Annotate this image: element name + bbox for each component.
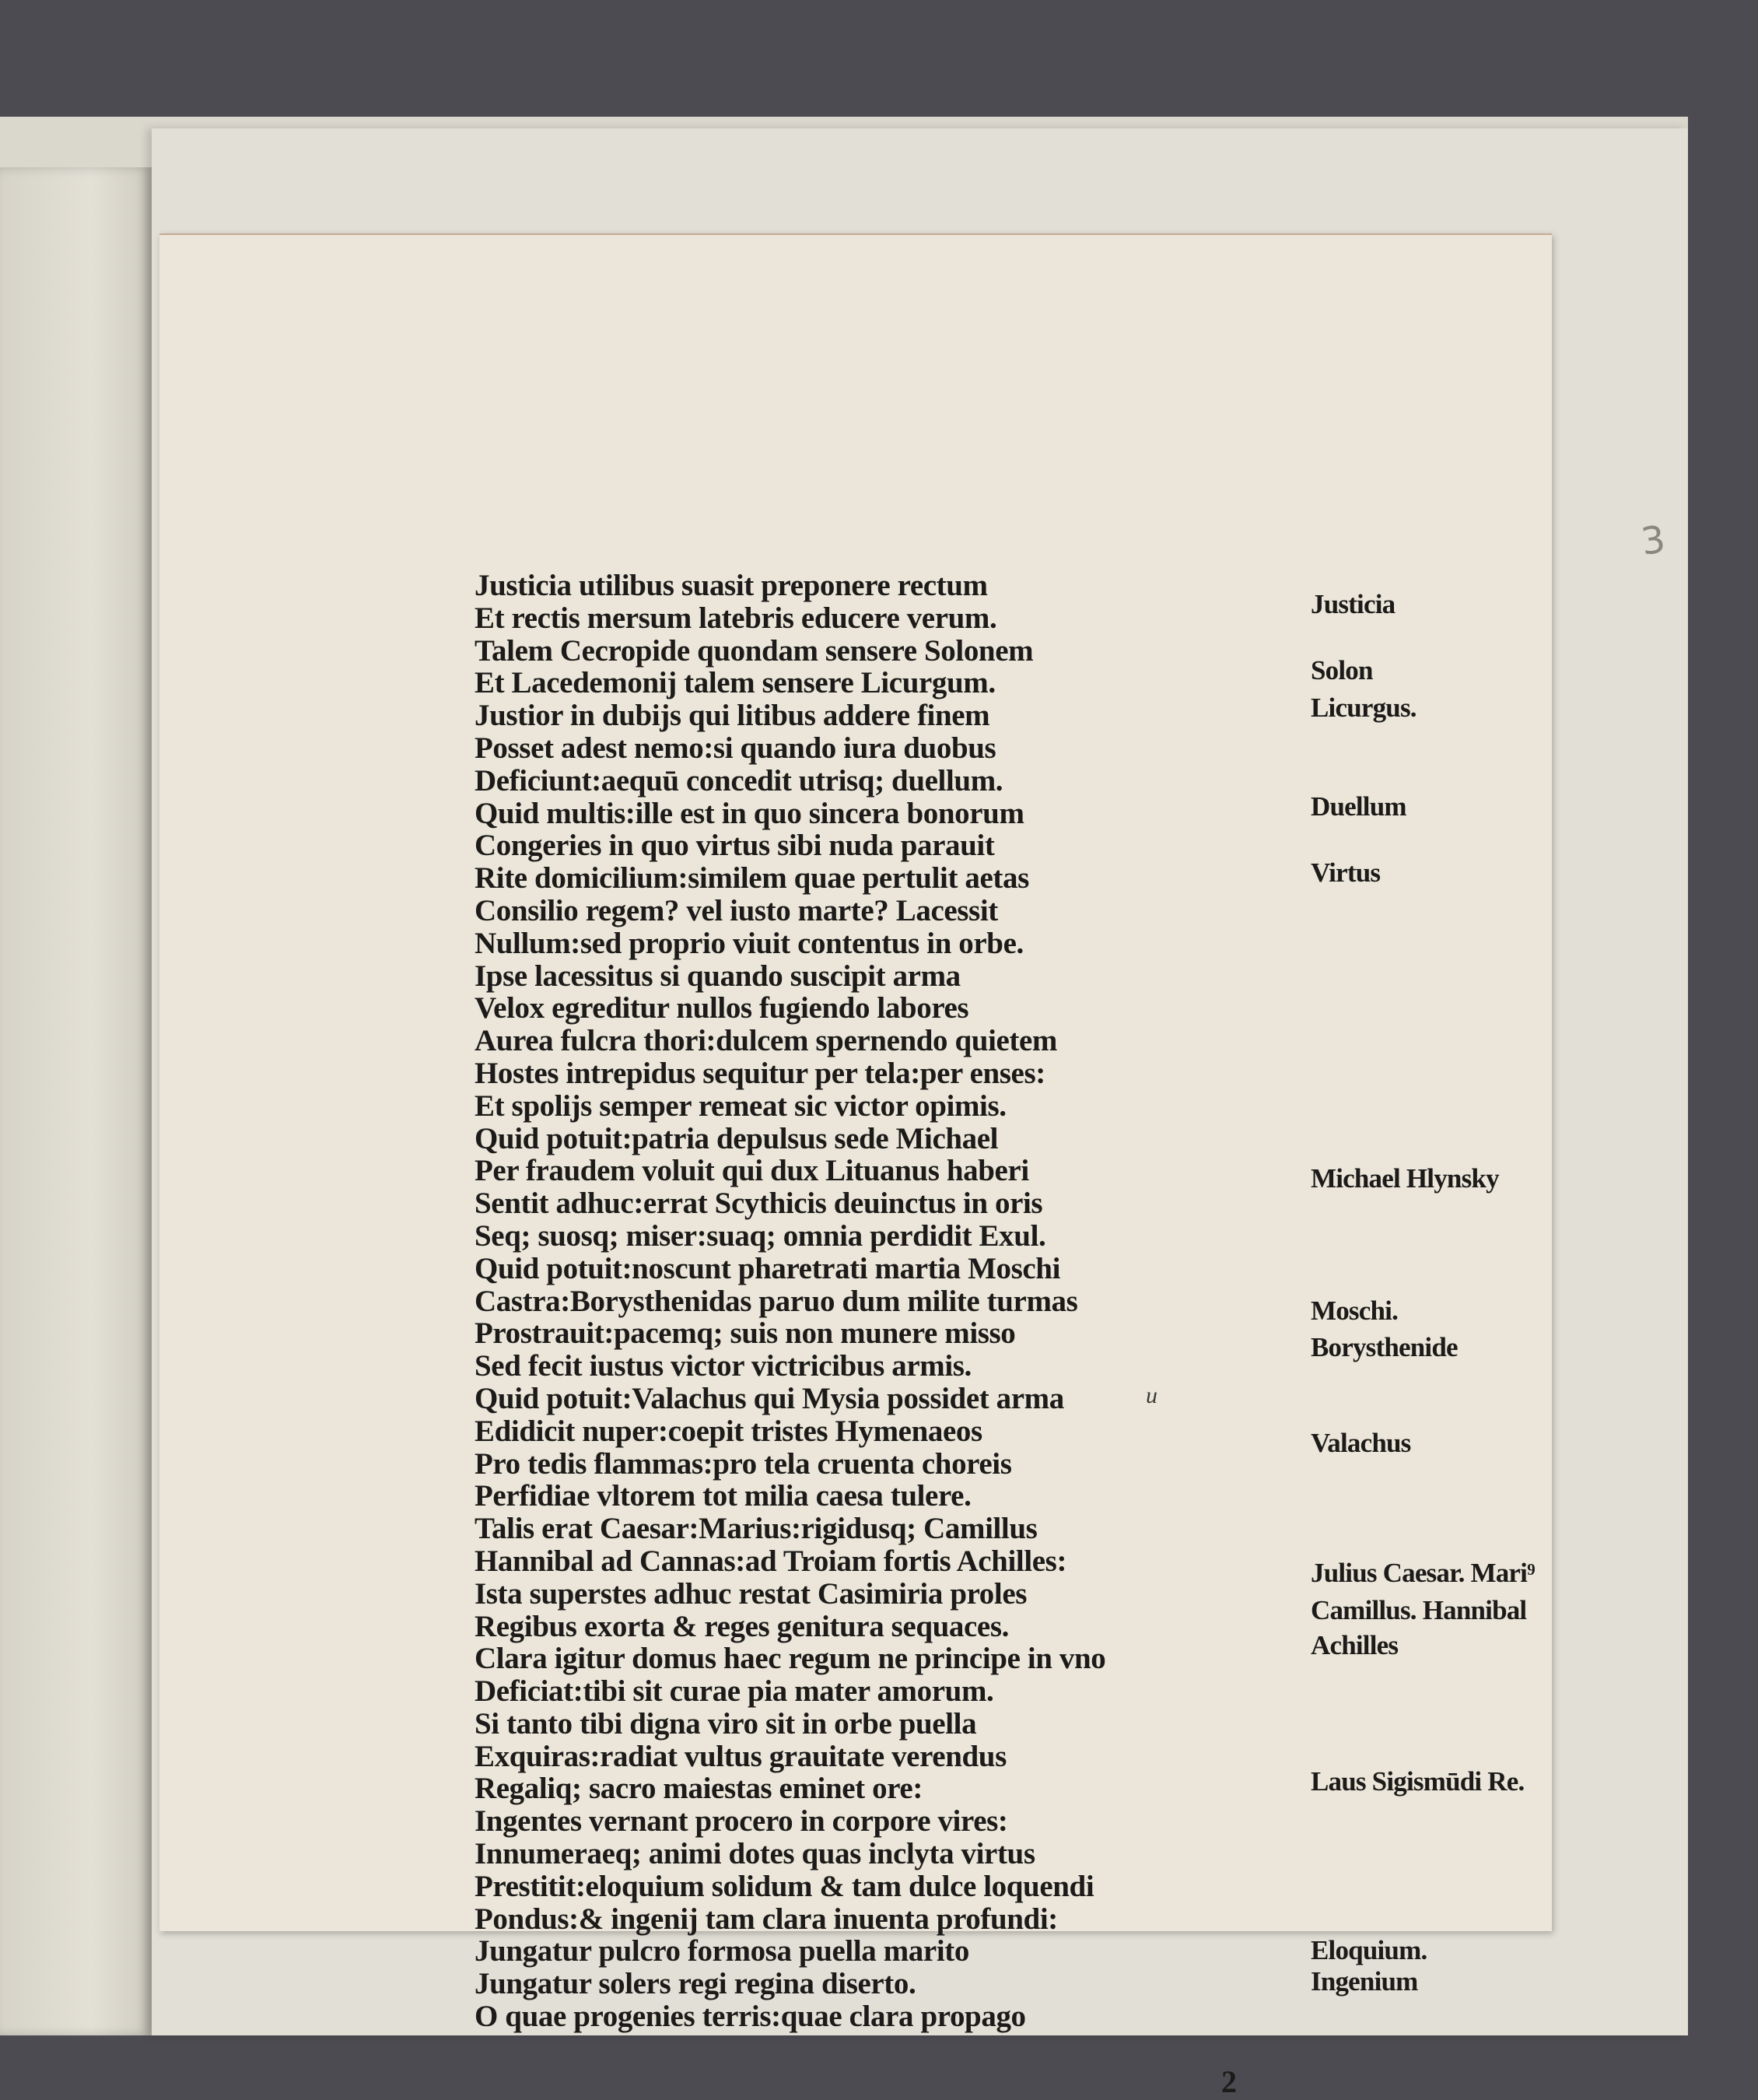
verse-line: Perfidiae vltorem tot milia caesa tulere.: [475, 1479, 972, 1513]
verse-text: [475, 570, 1252, 2033]
verse-line: Hostes intrepidus sequitur per tela:per enses:: [475, 1056, 1045, 1090]
verse-line: Quid multis:ille est in quo sincera bonorum: [475, 796, 1024, 830]
left-page-edge: [0, 167, 152, 2035]
marginal-note: Eloquium.: [1311, 1935, 1427, 1965]
verse-line: Justicia utilibus suasit preponere rectum: [475, 569, 988, 602]
verse-line: Per fraudem voluit qui dux Lituanus haberi: [475, 1154, 1029, 1188]
verse-line: Deficiunt:aequū concedit utrisq; duellum.: [475, 763, 1003, 798]
verse-line: Prestitit:eloquium solidum & tam dulce loquendi: [475, 1869, 1094, 1903]
verse-line: Nullum:sed proprio viuit contentus in orbe.: [475, 926, 1024, 960]
marginal-note: Julius Caesar. Mari⁹: [1311, 1558, 1535, 1588]
marginal-note: Borysthenide: [1311, 1332, 1458, 1362]
verse-line: Ista superstes adhuc restat Casimiria proles: [475, 1576, 1028, 1611]
verse-line: Aurea fulcra thori:dulcem spernendo quietem: [475, 1024, 1058, 1058]
verse-line: Ipse lacessitus si quando suscipit arma: [475, 959, 961, 993]
verse-line: Seq; suosq; miser:suaq; omnia perdidit Exul.: [475, 1218, 1046, 1253]
verse-line: Justior in dubijs qui litibus addere finem: [475, 699, 990, 733]
folio-number: 3: [1638, 517, 1669, 564]
marginal-note: Camillus. Hannibal: [1311, 1595, 1527, 1625]
verse-line: Clara igitur domus haec regum ne principe in vno: [475, 1642, 1106, 1676]
verse-line: Jungatur pulcro formosa puella marito: [475, 1934, 969, 1969]
verse-line: Exquiras:radiat vultus grauitate verendus: [475, 1739, 1007, 1773]
verse-line: Posset adest nemo:si quando iura duobus: [475, 731, 996, 765]
signature-mark: 2: [1221, 2064, 1237, 2099]
verse-line: Innumeraeq; animi dotes quas inclyta virtus: [475, 1837, 1035, 1871]
marginal-note: Licurgus.: [1311, 692, 1417, 723]
verse-line: Hannibal ad Cannas:ad Troiam fortis Achilles:: [475, 1544, 1067, 1578]
verse-line: Quid potuit:Valachus qui Mysia possidet arma: [475, 1381, 1064, 1415]
verse-line: Congeries in quo virtus sibi nuda parauit: [475, 829, 995, 863]
verse-line: Quid potuit:noscunt pharetrati martia Moschi: [475, 1251, 1061, 1285]
verse-line: O quae progenies terris:quae clara propago: [475, 2000, 1026, 2034]
verse-line: Talis erat Caesar:Marius:rigidusq; Camillus: [475, 1512, 1038, 1546]
verse-line: Sed fecit iustus victor victricibus armis.: [475, 1349, 972, 1383]
verse-line: Regaliq; sacro maiestas eminet ore:: [475, 1772, 923, 1806]
verse-line: Et Lacedemonij talem sensere Licurgum.: [475, 666, 996, 700]
verse-line: Pondus:& ingenij tam clara inuenta profundi:: [475, 1902, 1058, 1936]
marginal-note: Virtus: [1311, 857, 1381, 888]
verse-line: Velox egreditur nullos fugiendo labores: [475, 991, 969, 1025]
verse-line: Rite domicilium:similem quae pertulit aetas: [475, 861, 1029, 896]
verse-line: Jungatur solers regi regina diserto.: [475, 1967, 916, 2001]
marginal-note: Moschi.: [1311, 1295, 1399, 1326]
verse-line: Talem Cecropide quondam sensere Solonem: [475, 633, 1034, 668]
verse-line: Edidicit nuper:coepit tristes Hymenaeos: [475, 1414, 982, 1448]
handwritten-correction: u: [1146, 1383, 1157, 1408]
verse-line: Ingentes vernant procero in corpore vires:: [475, 1804, 1008, 1839]
verse-line: Pro tedis flammas:pro tela cruenta choreis: [475, 1446, 1012, 1481]
printed-page: [159, 233, 1669, 2099]
verse-line: Consilio regem? vel iusto marte? Lacessit: [475, 893, 998, 927]
verse-line: Regibus exorta & reges genitura sequaces.: [475, 1609, 1009, 1643]
marginal-note: Justicia: [1311, 589, 1396, 619]
verse-line: Quid potuit:patria depulsus sede Michael: [475, 1121, 999, 1155]
verse-line: Castra:Borysthenidas paruo dum milite turmas: [475, 1284, 1078, 1318]
marginal-note: Ingenium: [1311, 1966, 1418, 1997]
marginal-note: Valachus: [1311, 1428, 1411, 1458]
verse-line: Si tanto tibi digna viro sit in orbe puella: [475, 1706, 977, 1741]
marginal-note: Laus Sigismūdi Re.: [1311, 1766, 1525, 1797]
verse-line: Deficiat:tibi sit curae pia mater amorum.: [475, 1674, 994, 1709]
marginal-note: Duellum: [1311, 791, 1406, 822]
verse-line: Prostrauit:pacemq; suis non munere misso: [475, 1316, 1016, 1351]
marginal-note: Solon: [1311, 655, 1373, 685]
verse-line: Et rectis mersum latebris educere verum.: [475, 601, 997, 635]
marginal-note: Achilles: [1311, 1630, 1399, 1660]
verse-line: Et spolijs semper remeat sic victor opimis.: [475, 1089, 1007, 1123]
marginal-note: Michael Hlynsky: [1311, 1163, 1499, 1194]
verse-line: Sentit adhuc:errat Scythicis deuinctus in oris: [475, 1187, 1043, 1221]
